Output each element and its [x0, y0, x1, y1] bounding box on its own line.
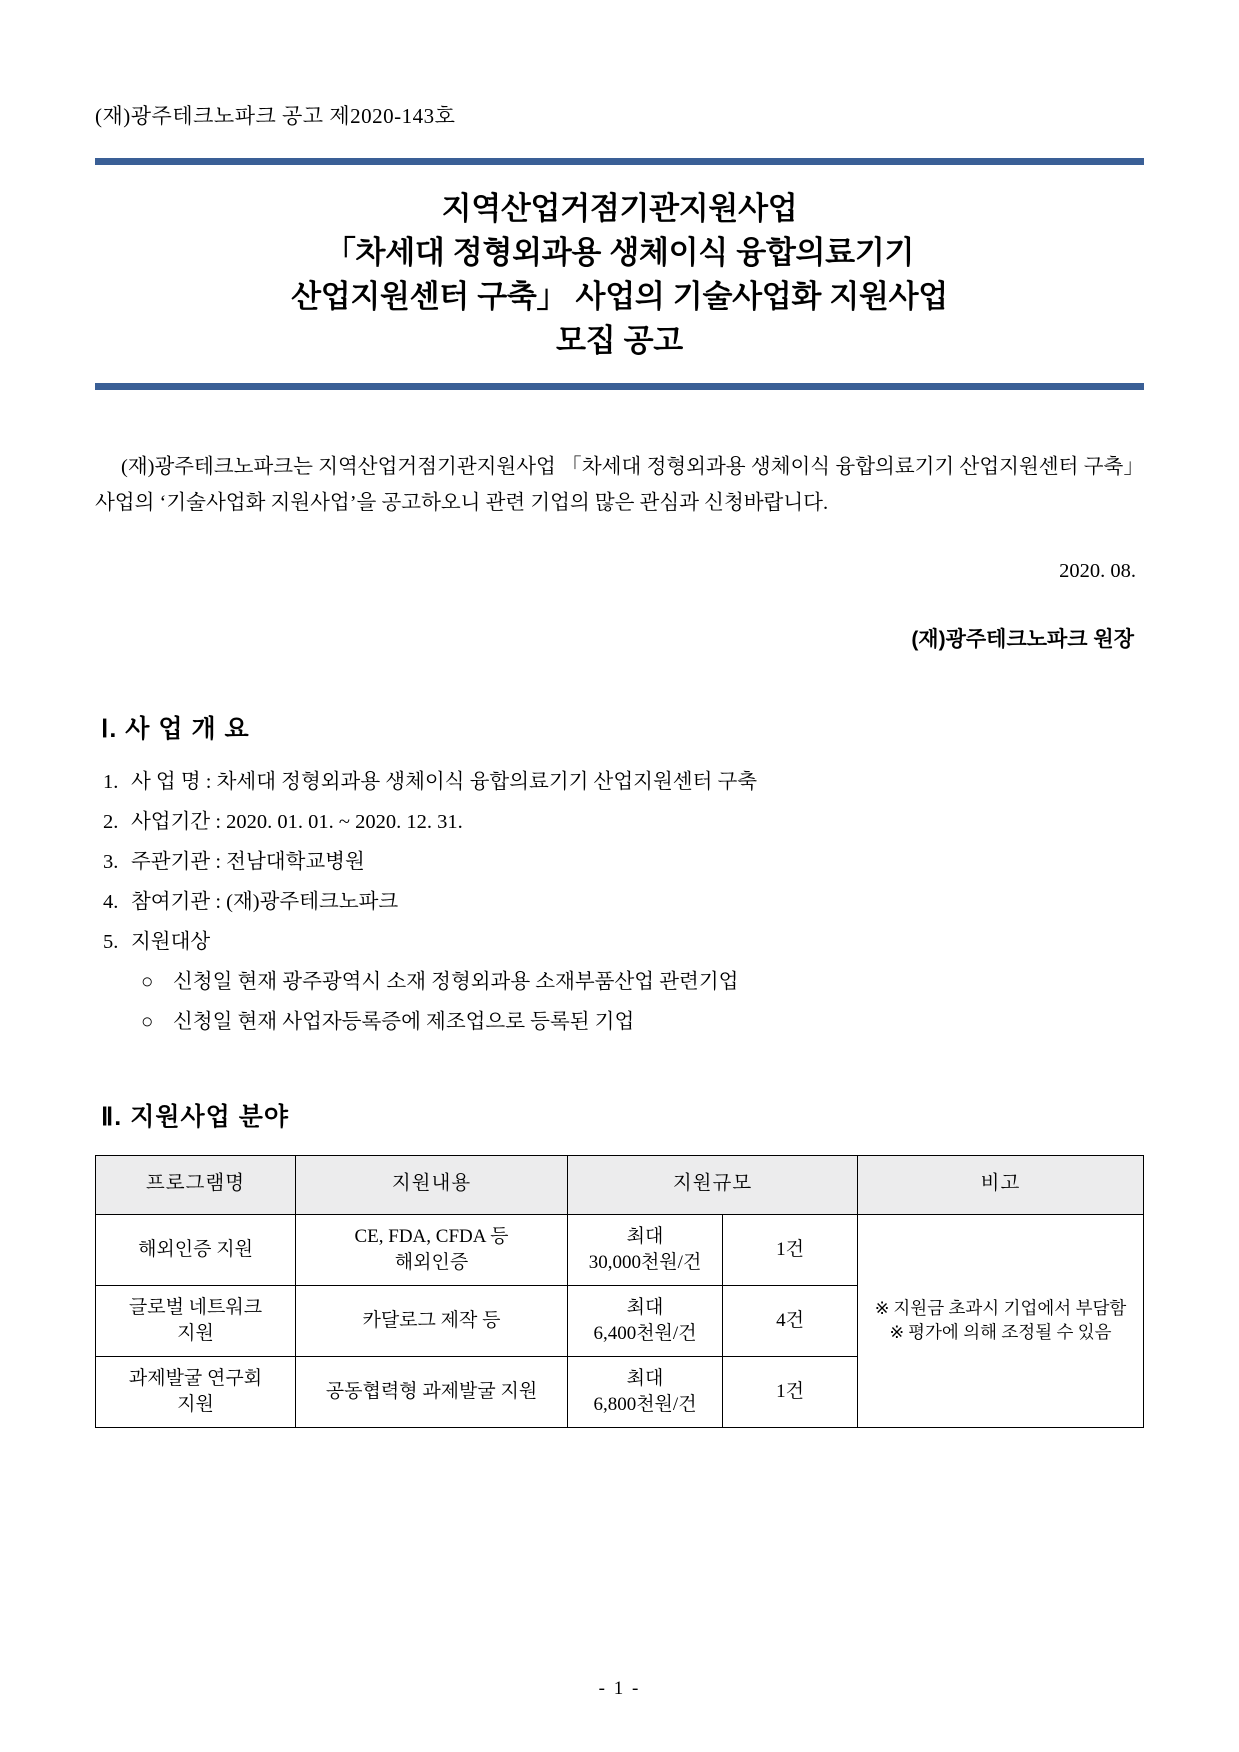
cell-content: 카달로그 제작 등 [296, 1285, 568, 1356]
cell-notes [858, 1214, 1144, 1427]
title-line-4: 모집 공고 [556, 323, 683, 359]
list-text: 사업기간 : 2020. 01. 01. ~ 2020. 12. 31. [131, 810, 463, 833]
column-header-scale: 지원규모 [568, 1155, 858, 1214]
column-header-program: 프로그램명 [96, 1155, 296, 1214]
signer-name: (재)광주테크노파크 원장 [911, 627, 1134, 651]
cell-scale-amount: 최대 6,400천원/건 [568, 1285, 723, 1356]
sub-list-text: 신청일 현재 광주광역시 소재 정형외과용 소재부품산업 관련기업 [173, 970, 739, 993]
sub-list-text: 신청일 현재 사업자등록증에 제조업으로 등록된 기업 [173, 1010, 635, 1033]
cell-program: 해외인증 지원 [96, 1214, 296, 1285]
note-star-icon: ※ [874, 1297, 890, 1318]
cell-content: 공동협력형 과제발굴 지원 [296, 1356, 568, 1427]
table-body [96, 1214, 1144, 1427]
sub-list-item [131, 963, 1144, 1003]
bullet-circle-icon: ○ [141, 970, 154, 993]
support-programs-table [95, 1155, 1144, 1428]
cell-scale-count: 1건 [723, 1214, 858, 1285]
announcement-date: 2020. 08. [1059, 559, 1136, 582]
title-line-3: 산업지원센터 구축」 사업의 기술사업화 지원사업 [291, 279, 948, 315]
section-1-heading: Ⅰ. 사 업 개 요 [101, 714, 250, 743]
cell-scale-amount: 최대 30,000천원/건 [568, 1214, 723, 1285]
cell-scale-amount: 최대 6,800천원/건 [568, 1356, 723, 1427]
note-item [862, 1297, 1139, 1321]
list-marker: 3. [103, 850, 119, 873]
list-text: 지원대상 [131, 930, 211, 953]
column-header-content: 지원내용 [296, 1155, 568, 1214]
table-header-row [96, 1155, 1144, 1214]
section-1-sublist [131, 963, 1144, 1043]
note-star-icon: ※ [889, 1321, 905, 1342]
list-item [95, 843, 1144, 883]
column-header-note: 비고 [858, 1155, 1144, 1214]
cell-scale-count: 1건 [723, 1356, 858, 1427]
intro-paragraph [95, 450, 1144, 522]
intro-text: (재)광주테크노파크는 지역산업거점기관지원사업 「차세대 정형외과용 생체이식 융합의료기기 산업지원센터 구축」 사업의 ‘기술사업화 지원사업’을 공고하오니 관련 기업의 많은 관심과 신청바랍니다. [95, 456, 1144, 514]
section-1-list [95, 763, 1144, 1043]
list-marker: 5. [103, 930, 119, 953]
list-item [95, 923, 1144, 1043]
list-item [95, 763, 1144, 803]
section-2-heading: Ⅱ. 지원사업 분야 [101, 1102, 290, 1131]
list-item [95, 883, 1144, 923]
table-row [96, 1214, 1144, 1285]
title-line-2: 「차세대 정형외과용 생체이식 융합의료기기 [324, 235, 915, 271]
note-item [862, 1321, 1139, 1345]
note-text: 평가에 의해 조정될 수 있음 [908, 1321, 1112, 1342]
sub-list-item [131, 1003, 1144, 1043]
list-marker: 2. [103, 810, 119, 833]
cell-program: 글로벌 네트워크 지원 [96, 1285, 296, 1356]
list-text: 주관기관 : 전남대학교병원 [131, 850, 365, 873]
document-title [95, 165, 1144, 369]
cell-scale-count: 4건 [723, 1285, 858, 1356]
title-bottom-rule [95, 383, 1144, 390]
document-number: (재)광주테크노파크 공고 제2020-143호 [95, 104, 456, 128]
note-text: 지원금 초과시 기업에서 부담함 [893, 1297, 1127, 1318]
cell-program: 과제발굴 연구회 지원 [96, 1356, 296, 1427]
title-top-rule [95, 158, 1144, 165]
list-text: 참여기관 : (재)광주테크노파크 [131, 890, 399, 913]
list-marker: 4. [103, 890, 119, 913]
list-marker: 1. [103, 770, 119, 793]
page-number: - 1 - [598, 1678, 641, 1699]
bullet-circle-icon: ○ [141, 1010, 154, 1033]
cell-content: CE, FDA, CFDA 등 해외인증 [296, 1214, 568, 1285]
title-line-1: 지역산업거점기관지원사업 [441, 191, 798, 226]
list-text: 사 업 명 : 차세대 정형외과용 생체이식 융합의료기기 산업지원센터 구축 [131, 770, 758, 793]
table-header [96, 1155, 1144, 1214]
list-item [95, 803, 1144, 843]
